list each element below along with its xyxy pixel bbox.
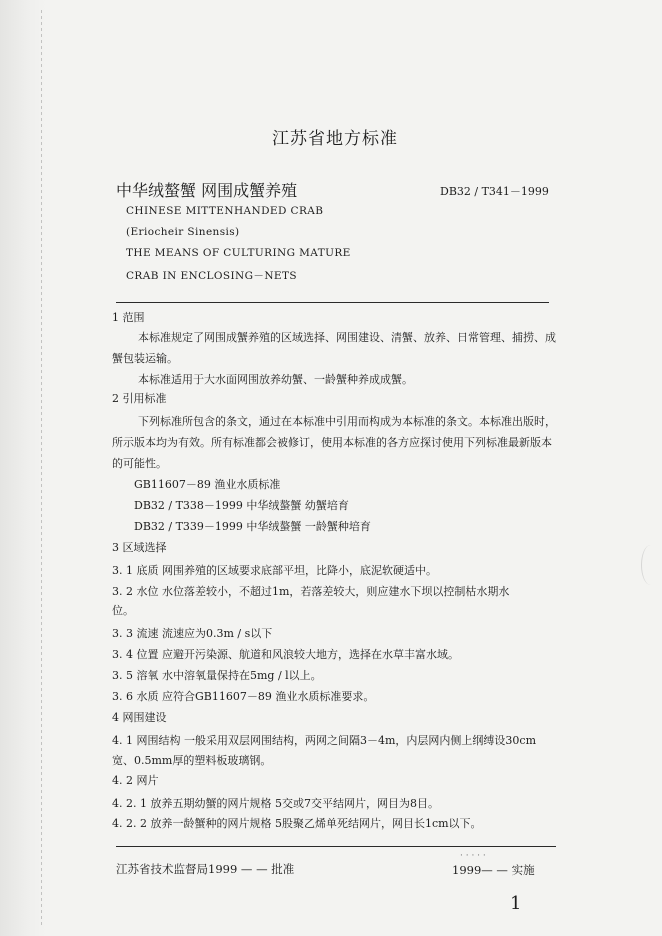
reference-2: DB32 / T338－1999 中华绒螯蟹 幼蟹培育 bbox=[134, 499, 349, 512]
section-1-paragraph-1 bbox=[112, 327, 558, 369]
section-1-paragraph-1-text: 本标准规定了网围成蟹养殖的区域选择、网围建设、清蟹、放养、日常管理、捕捞、成蟹包装运输。 bbox=[112, 331, 556, 365]
clause-3-5: 3. 5 溶氧 水中溶氧量保持在5mg / l以上。 bbox=[112, 669, 322, 682]
reference-1: GB11607－89 渔业水质标准 bbox=[134, 478, 281, 491]
clause-3-2-continued: 位。 bbox=[112, 604, 134, 617]
section-2-paragraph-1-text: 下列标准所包含的条文，通过在本标准中引用而构成为本标准的条文。本标准出版时，所示版本均为有效。所有标准都会被修订，使用本标准的各方应探讨使用下列标准最新版本的可能性。 bbox=[112, 415, 556, 470]
english-title-line-1: CHINESE MITTENHANDED CRAB bbox=[126, 205, 324, 217]
section-1-paragraph-2 bbox=[112, 369, 558, 390]
clause-4-2: 4. 2 网片 bbox=[112, 774, 159, 787]
header-divider bbox=[116, 302, 549, 303]
reference-3: DB32 / T339－1999 中华绒螯蟹 一龄蟹种培育 bbox=[134, 520, 371, 533]
clause-3-6: 3. 6 水质 应符合GB11607－89 渔业水质标准要求。 bbox=[112, 690, 375, 703]
section-1-heading: 1 范围 bbox=[112, 311, 145, 324]
clause-3-4: 3. 4 位置 应避开污染源、航道和风浪较大地方，选择在水草丰富水域。 bbox=[112, 648, 459, 661]
document-header-title: 江苏省地方标准 bbox=[272, 129, 398, 149]
english-title-line-3: THE MEANS OF CULTURING MATURE bbox=[126, 247, 351, 259]
clause-4-2-2: 4. 2. 2 放养一龄蟹种的网片规格 5股聚乙烯单死结网片，网目长1cm以下。 bbox=[112, 817, 482, 830]
standard-title: 中华绒螯蟹 网围成蟹养殖 bbox=[116, 181, 298, 200]
scan-binding-line bbox=[41, 10, 42, 926]
page-number: 1 bbox=[510, 893, 522, 914]
scan-dots: · · · · · bbox=[460, 851, 486, 861]
footer-approval: 江苏省技术监督局1999 — — 批准 bbox=[116, 862, 295, 876]
clause-3-1: 3. 1 底质 网围养殖的区域要求底部平坦，比降小，底泥软硬适中。 bbox=[112, 564, 437, 577]
clause-3-2: 3. 2 水位 水位落差较小，不超过1m，若落差较大，则应建水下坝以控制枯水期水 bbox=[112, 585, 510, 598]
section-1-paragraph-2-text: 本标准适用于大水面网围放养幼蟹、一龄蟹种养成成蟹。 bbox=[138, 373, 413, 386]
clause-4-2-1: 4. 2. 1 放养五期幼蟹的网片规格 5交或7交平结网片，网目为8目。 bbox=[112, 797, 439, 810]
section-2-paragraph-1 bbox=[112, 411, 558, 474]
clause-3-3: 3. 3 流速 流速应为0.3m / s以下 bbox=[112, 627, 273, 640]
english-title-line-2: (Eriocheir Sinensis) bbox=[126, 226, 240, 238]
section-3-heading: 3 区域选择 bbox=[112, 541, 167, 554]
standard-code: DB32 / T341－1999 bbox=[440, 185, 549, 198]
scan-edge bbox=[0, 0, 46, 936]
clause-4-1: 4. 1 网围结构 一般采用双层网围结构，两网之间隔3－4m，内层网内侧上纲缚设30cm bbox=[112, 734, 536, 747]
footer-implementation: 1999— — 实施 bbox=[452, 863, 535, 877]
english-title-line-4: CRAB IN ENCLOSING－NETS bbox=[126, 270, 297, 282]
scan-smudge bbox=[641, 545, 660, 585]
footer-divider bbox=[116, 846, 556, 847]
clause-4-1-continued: 宽、0.5mm厚的塑料板玻璃钢。 bbox=[112, 754, 272, 767]
section-4-heading: 4 网围建设 bbox=[112, 711, 167, 724]
section-2-heading: 2 引用标准 bbox=[112, 392, 167, 405]
